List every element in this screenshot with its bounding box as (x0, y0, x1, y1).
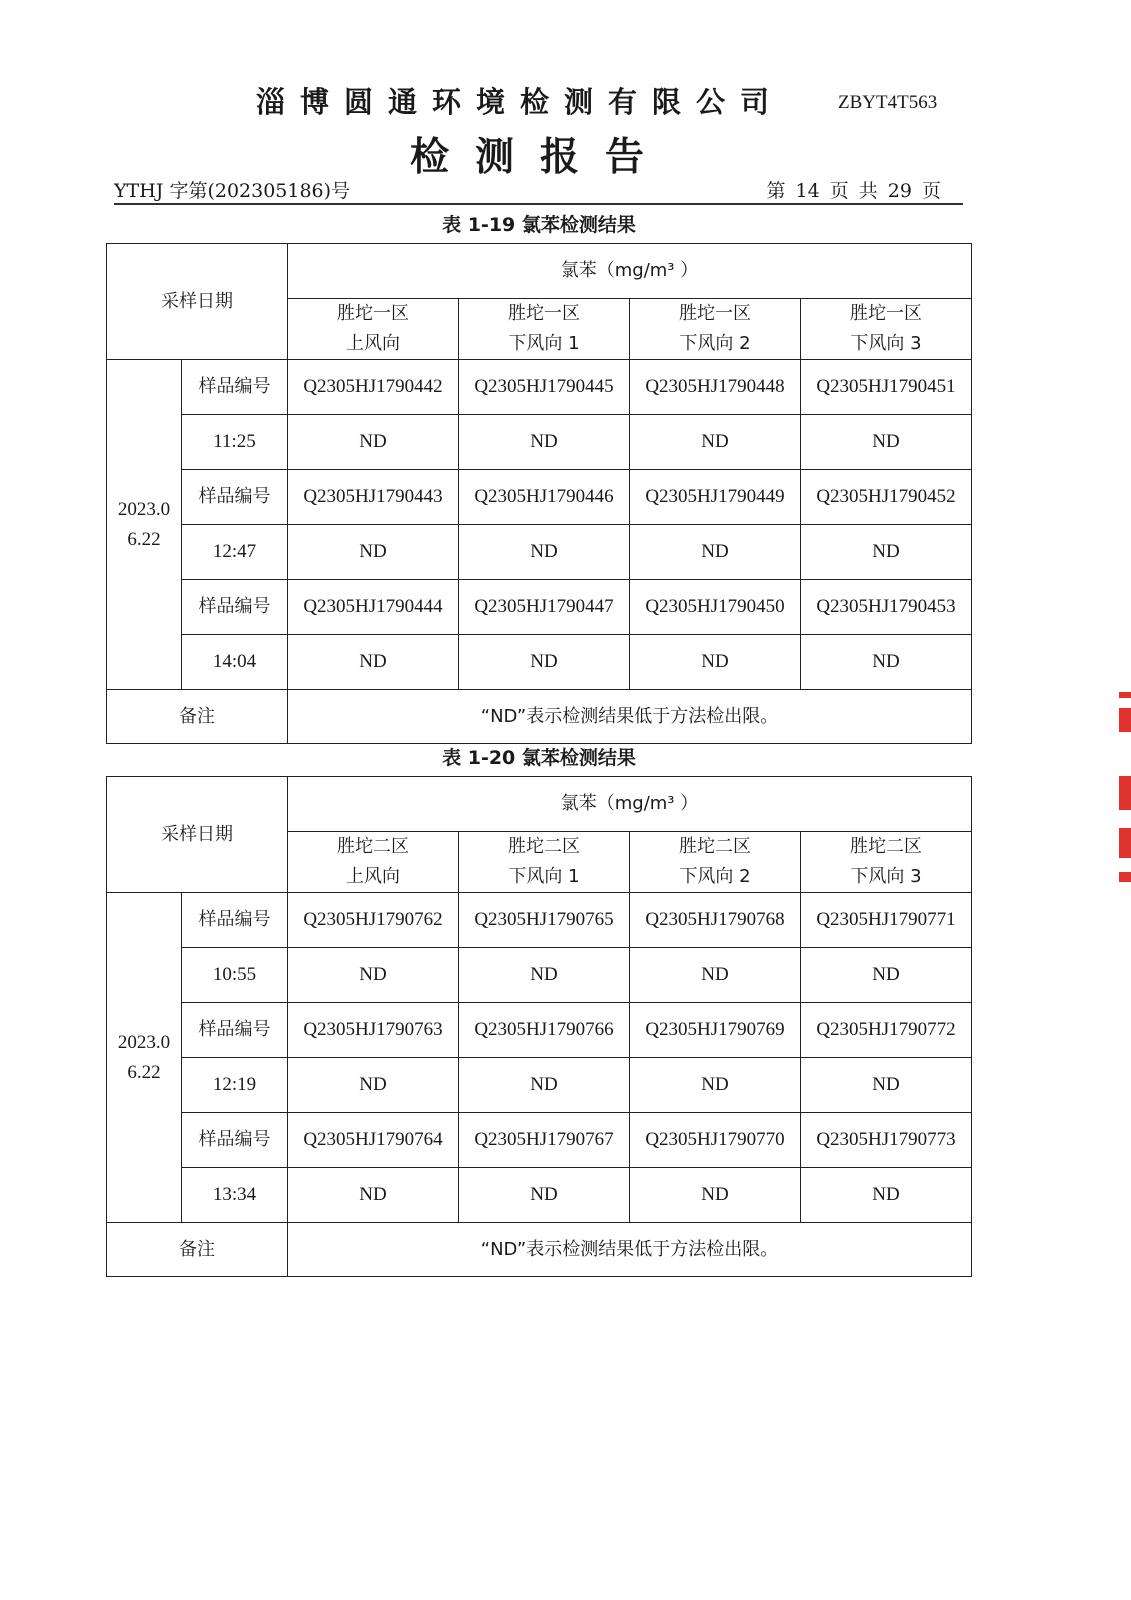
sample-time: 12:19 (182, 1058, 288, 1113)
sample-id: Q2305HJ1790762 (288, 893, 459, 948)
sample-label: 样品编号 (182, 470, 288, 525)
table-header-row (107, 777, 972, 832)
company-name: 淄博圆通环境检测有限公司 (255, 85, 784, 119)
sample-label: 样品编号 (182, 580, 288, 635)
sample-row (107, 360, 972, 415)
result-row (107, 1168, 972, 1223)
report-title: 检测报告 (409, 135, 670, 180)
site-header: 胜坨二区 下风向 2 (630, 832, 801, 893)
result-value: ND (288, 635, 459, 690)
result-value: ND (630, 1168, 801, 1223)
sample-id: Q2305HJ1790764 (288, 1113, 459, 1168)
sampling-date: 2023.0 6.22 (107, 893, 182, 1223)
sample-id: Q2305HJ1790767 (459, 1113, 630, 1168)
sample-id: Q2305HJ1790446 (459, 470, 630, 525)
date-header: 采样日期 (107, 244, 288, 360)
note-label: 备注 (107, 1223, 288, 1277)
sample-id: Q2305HJ1790772 (801, 1003, 972, 1058)
sample-id: Q2305HJ1790445 (459, 360, 630, 415)
sample-time: 14:04 (182, 635, 288, 690)
sample-row (107, 580, 972, 635)
sample-id: Q2305HJ1790451 (801, 360, 972, 415)
table-header-row (107, 244, 972, 299)
result-table (106, 776, 972, 1277)
date-header: 采样日期 (107, 777, 288, 893)
result-value: ND (801, 525, 972, 580)
sample-id: Q2305HJ1790768 (630, 893, 801, 948)
result-value: ND (459, 948, 630, 1003)
result-value: ND (801, 415, 972, 470)
result-value: ND (288, 525, 459, 580)
table-caption: 表 1-20 氯苯检测结果 (442, 747, 636, 769)
sample-time: 13:34 (182, 1168, 288, 1223)
sample-row (107, 1113, 972, 1168)
result-value: ND (459, 525, 630, 580)
result-row (107, 415, 972, 470)
note-row (107, 1223, 972, 1277)
sample-id: Q2305HJ1790771 (801, 893, 972, 948)
page-info: 第 14 页 共 29 页 (766, 180, 941, 202)
sample-id: Q2305HJ1790763 (288, 1003, 459, 1058)
result-value: ND (459, 635, 630, 690)
note-text: “ND”表示检测结果低于方法检出限。 (288, 690, 972, 744)
sample-id: Q2305HJ1790769 (630, 1003, 801, 1058)
result-row (107, 1058, 972, 1113)
sample-id: Q2305HJ1790452 (801, 470, 972, 525)
site-header: 胜坨二区 下风向 3 (801, 832, 972, 893)
report-number: YTHJ 字第(202305186)号 (114, 180, 351, 202)
sample-id: Q2305HJ1790444 (288, 580, 459, 635)
sample-label: 样品编号 (182, 360, 288, 415)
result-value: ND (630, 1058, 801, 1113)
sample-row (107, 470, 972, 525)
sample-id: Q2305HJ1790765 (459, 893, 630, 948)
result-value: ND (801, 635, 972, 690)
sample-id: Q2305HJ1790766 (459, 1003, 630, 1058)
site-header: 胜坨一区 下风向 1 (459, 299, 630, 360)
result-value: ND (630, 525, 801, 580)
result-value: ND (801, 1168, 972, 1223)
result-row (107, 635, 972, 690)
site-header: 胜坨一区 下风向 2 (630, 299, 801, 360)
sample-time: 10:55 (182, 948, 288, 1003)
result-value: ND (801, 1058, 972, 1113)
sample-id: Q2305HJ1790450 (630, 580, 801, 635)
sample-row (107, 1003, 972, 1058)
result-value: ND (459, 1168, 630, 1223)
result-value: ND (459, 415, 630, 470)
header-rule (114, 203, 963, 205)
document-code: ZBYT4T563 (838, 92, 938, 113)
result-value: ND (801, 948, 972, 1003)
result-value: ND (288, 948, 459, 1003)
table-caption: 表 1-19 氯苯检测结果 (442, 214, 636, 236)
result-value: ND (630, 415, 801, 470)
note-label: 备注 (107, 690, 288, 744)
sample-id: Q2305HJ1790442 (288, 360, 459, 415)
result-value: ND (630, 948, 801, 1003)
note-text: “ND”表示检测结果低于方法检出限。 (288, 1223, 972, 1277)
result-table (106, 243, 972, 744)
sample-label: 样品编号 (182, 893, 288, 948)
sampling-date: 2023.0 6.22 (107, 360, 182, 690)
sample-id: Q2305HJ1790773 (801, 1113, 972, 1168)
sample-label: 样品编号 (182, 1113, 288, 1168)
pollutant-header: 氯苯（mg/m³ ） (288, 777, 972, 832)
result-value: ND (288, 1058, 459, 1113)
result-row (107, 525, 972, 580)
sample-id: Q2305HJ1790770 (630, 1113, 801, 1168)
site-header: 胜坨二区 上风向 (288, 832, 459, 893)
result-value: ND (288, 1168, 459, 1223)
result-value: ND (459, 1058, 630, 1113)
sample-id: Q2305HJ1790443 (288, 470, 459, 525)
sample-time: 11:25 (182, 415, 288, 470)
sample-time: 12:47 (182, 525, 288, 580)
site-header: 胜坨一区 下风向 3 (801, 299, 972, 360)
sample-id: Q2305HJ1790453 (801, 580, 972, 635)
site-header: 胜坨二区 下风向 1 (459, 832, 630, 893)
sample-row (107, 893, 972, 948)
result-row (107, 948, 972, 1003)
sample-id: Q2305HJ1790448 (630, 360, 801, 415)
sample-label: 样品编号 (182, 1003, 288, 1058)
site-header: 胜坨一区 上风向 (288, 299, 459, 360)
result-value: ND (288, 415, 459, 470)
sample-id: Q2305HJ1790449 (630, 470, 801, 525)
note-row (107, 690, 972, 744)
sample-id: Q2305HJ1790447 (459, 580, 630, 635)
pollutant-header: 氯苯（mg/m³ ） (288, 244, 972, 299)
result-value: ND (630, 635, 801, 690)
